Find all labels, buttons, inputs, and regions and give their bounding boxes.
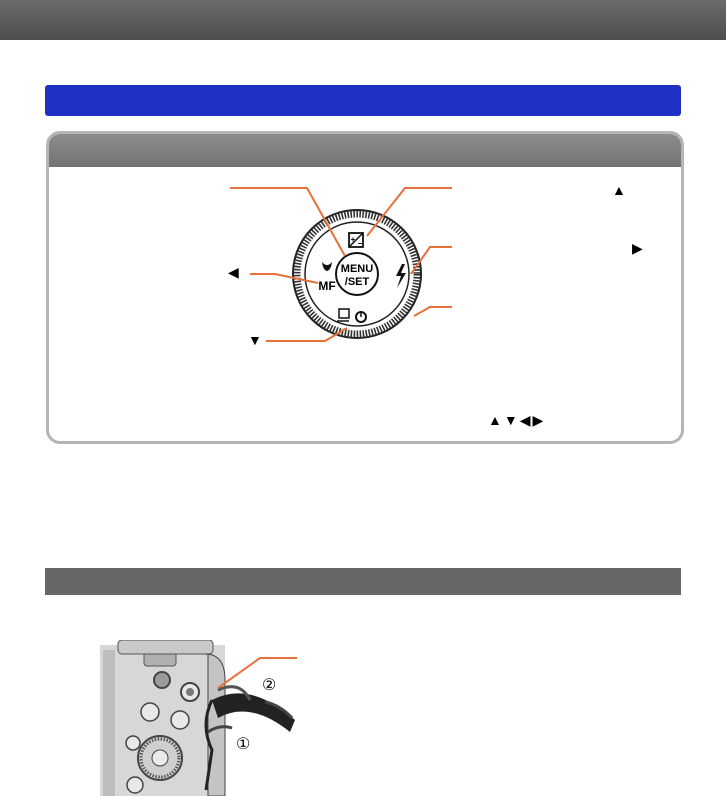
svg-text:−: − [357,239,363,248]
svg-text:+: + [350,235,356,244]
subsection-title-bar [45,568,681,595]
up-arrow-label: ▲ [612,182,626,198]
down-arrow-label: ▼ [248,332,262,348]
left-arrow-label: ◀ [228,264,239,280]
menu-label: MENU [340,263,374,275]
svg-text:MF: MF [318,279,336,293]
strap-step-2-marker: ② [262,677,277,694]
strap-attachment-illustration [100,640,300,796]
right-arrow-label: ▶ [632,240,643,256]
strap-step-1-marker: ① [236,736,251,753]
direction-arrows-label: ▲▼◀▶ [488,412,546,428]
set-label: /SET [344,276,370,288]
